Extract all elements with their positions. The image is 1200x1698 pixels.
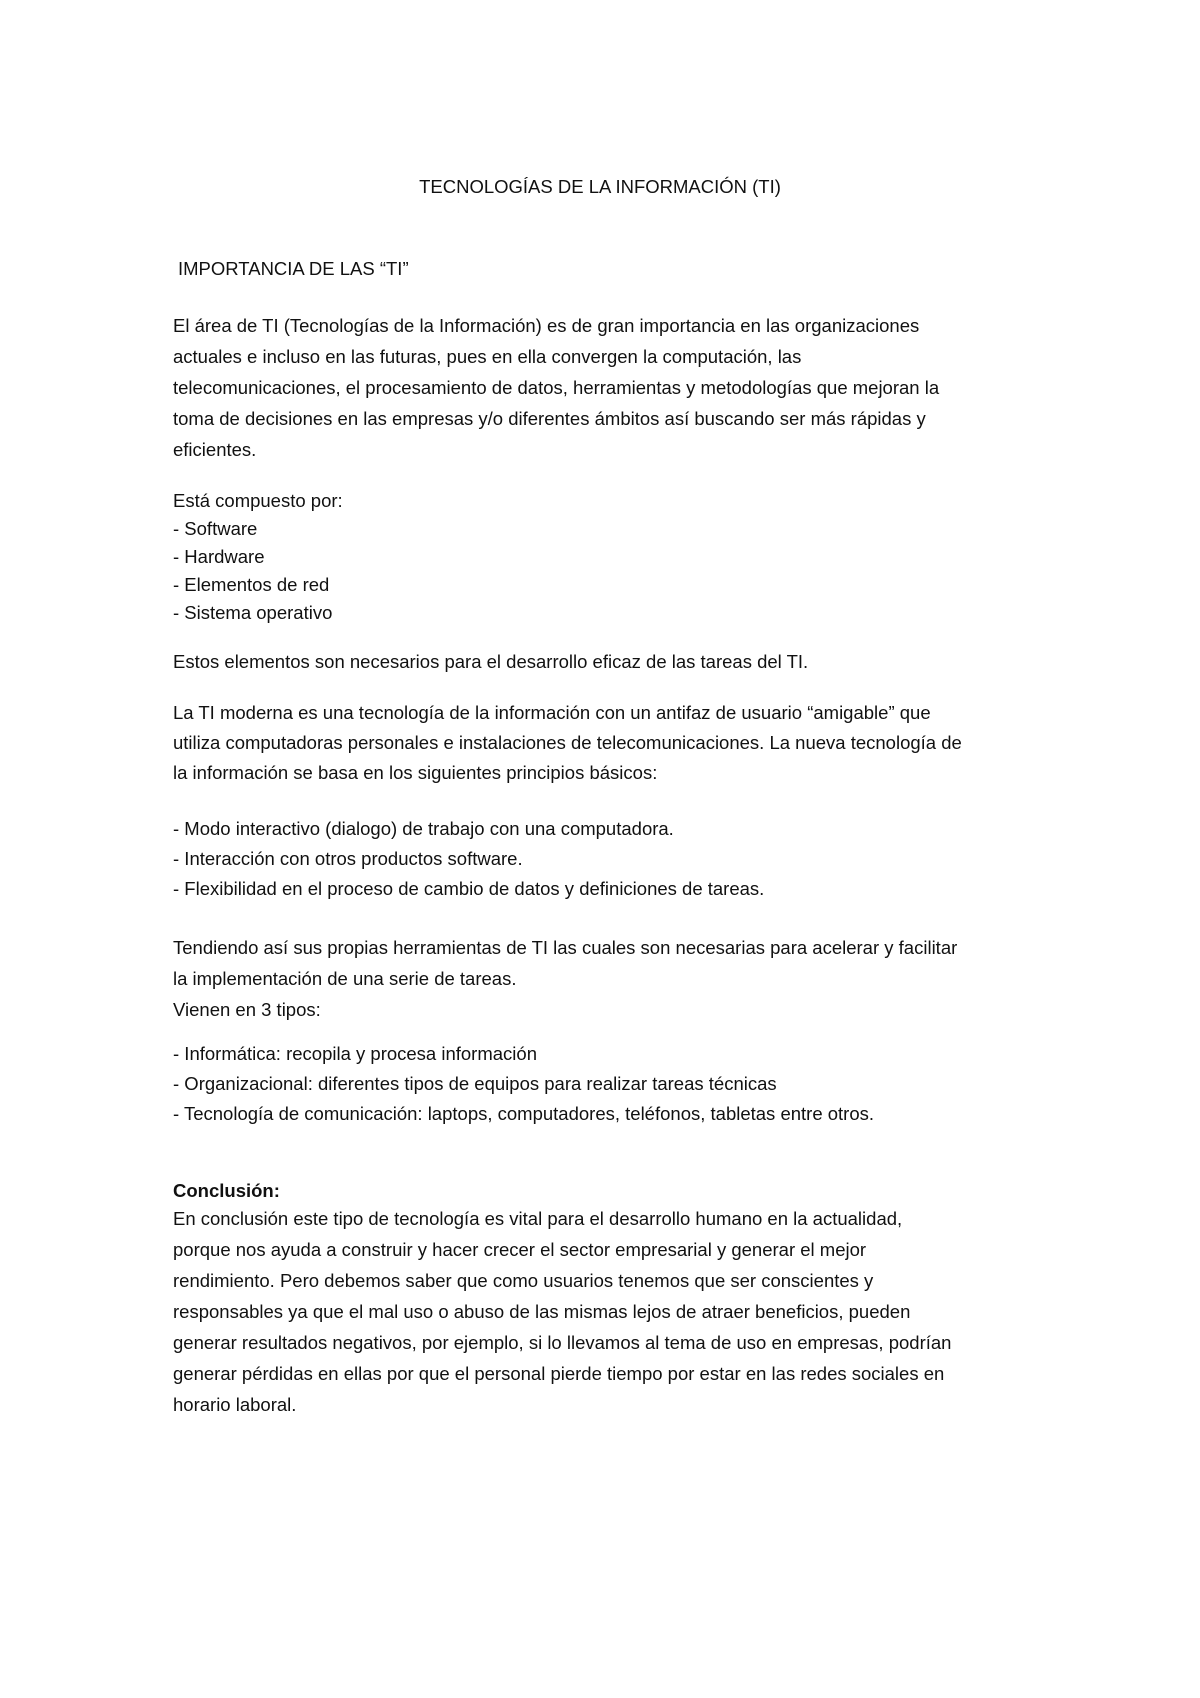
list-item: - Tecnología de comunicación: laptops, computadores, teléfonos, tabletas entre otros. xyxy=(173,1103,875,1124)
text-line: Tendiendo así sus propias herramientas de TI las cuales son necesarias para acelerar y facilitar xyxy=(173,937,958,958)
text-line: responsables ya que el mal uso o abuso de las mismas lejos de atraer beneficios, pueden xyxy=(173,1301,911,1322)
composition-list xyxy=(173,487,343,627)
text-line: generar resultados negativos, por ejemplo, si lo llevamos al tema de uso en empresas, podrían xyxy=(173,1332,952,1353)
list-item: - Elementos de red xyxy=(173,574,330,595)
list-item: - Informática: recopila y procesa información xyxy=(173,1043,537,1064)
principles-list xyxy=(173,814,764,904)
list-intro: Está compuesto por: xyxy=(173,490,343,511)
text-line: eficientes. xyxy=(173,439,257,460)
list-item: - Hardware xyxy=(173,546,265,567)
text-line: la información se basa en los siguientes principios básicos: xyxy=(173,762,658,783)
text-line: porque nos ayuda a construir y hacer crecer el sector empresarial y generar el mejor xyxy=(173,1239,867,1260)
tools-paragraph xyxy=(173,932,957,1025)
text-line: actuales e incluso en las futuras, pues en ella convergen la computación, las xyxy=(173,346,802,367)
text-line: El área de TI (Tecnologías de la Información) es de gran importancia en las organizaciones xyxy=(173,315,920,336)
text-line: La TI moderna es una tecnología de la información con un antifaz de usuario “amigable” que xyxy=(173,702,931,723)
text-line: telecomunicaciones, el procesamiento de datos, herramientas y metodologías que mejoran la xyxy=(173,377,940,398)
list-item: - Interacción con otros productos software. xyxy=(173,848,523,869)
text-line: rendimiento. Pero debemos saber que como usuarios tenemos que ser conscientes y xyxy=(173,1270,874,1291)
text-line: horario laboral. xyxy=(173,1394,297,1415)
elements-sentence: Estos elementos son necesarios para el desarrollo eficaz de las tareas del TI. xyxy=(173,651,809,672)
intro-paragraph xyxy=(173,310,939,465)
list-item: - Flexibilidad en el proceso de cambio de datos y definiciones de tareas. xyxy=(173,878,765,899)
text-line: Vienen en 3 tipos: xyxy=(173,999,321,1020)
text-line: utiliza computadoras personales e instalaciones de telecomunicaciones. La nueva tecnología de xyxy=(173,732,962,753)
document-title: TECNOLOGÍAS DE LA INFORMACIÓN (TI) xyxy=(419,176,781,197)
text-line: toma de decisiones en las empresas y/o diferentes ámbitos así buscando ser más rápidas y xyxy=(173,408,926,429)
list-item: - Software xyxy=(173,518,258,539)
text-line: generar pérdidas en ellas por que el personal pierde tiempo por estar en las redes sociales en xyxy=(173,1363,945,1384)
list-item: - Organizacional: diferentes tipos de equipos para realizar tareas técnicas xyxy=(173,1073,777,1094)
list-item: - Modo interactivo (dialogo) de trabajo con una computadora. xyxy=(173,818,674,839)
modern-paragraph xyxy=(173,698,962,788)
text-line: En conclusión este tipo de tecnología es vital para el desarrollo humano en la actualidad, xyxy=(173,1208,903,1229)
types-list xyxy=(173,1039,874,1129)
conclusion-paragraph xyxy=(173,1203,951,1420)
conclusion-heading: Conclusión: xyxy=(173,1180,280,1201)
list-item: - Sistema operativo xyxy=(173,602,333,623)
text-line: la implementación de una serie de tareas. xyxy=(173,968,517,989)
section-heading: IMPORTANCIA DE LAS “TI” xyxy=(178,258,409,279)
